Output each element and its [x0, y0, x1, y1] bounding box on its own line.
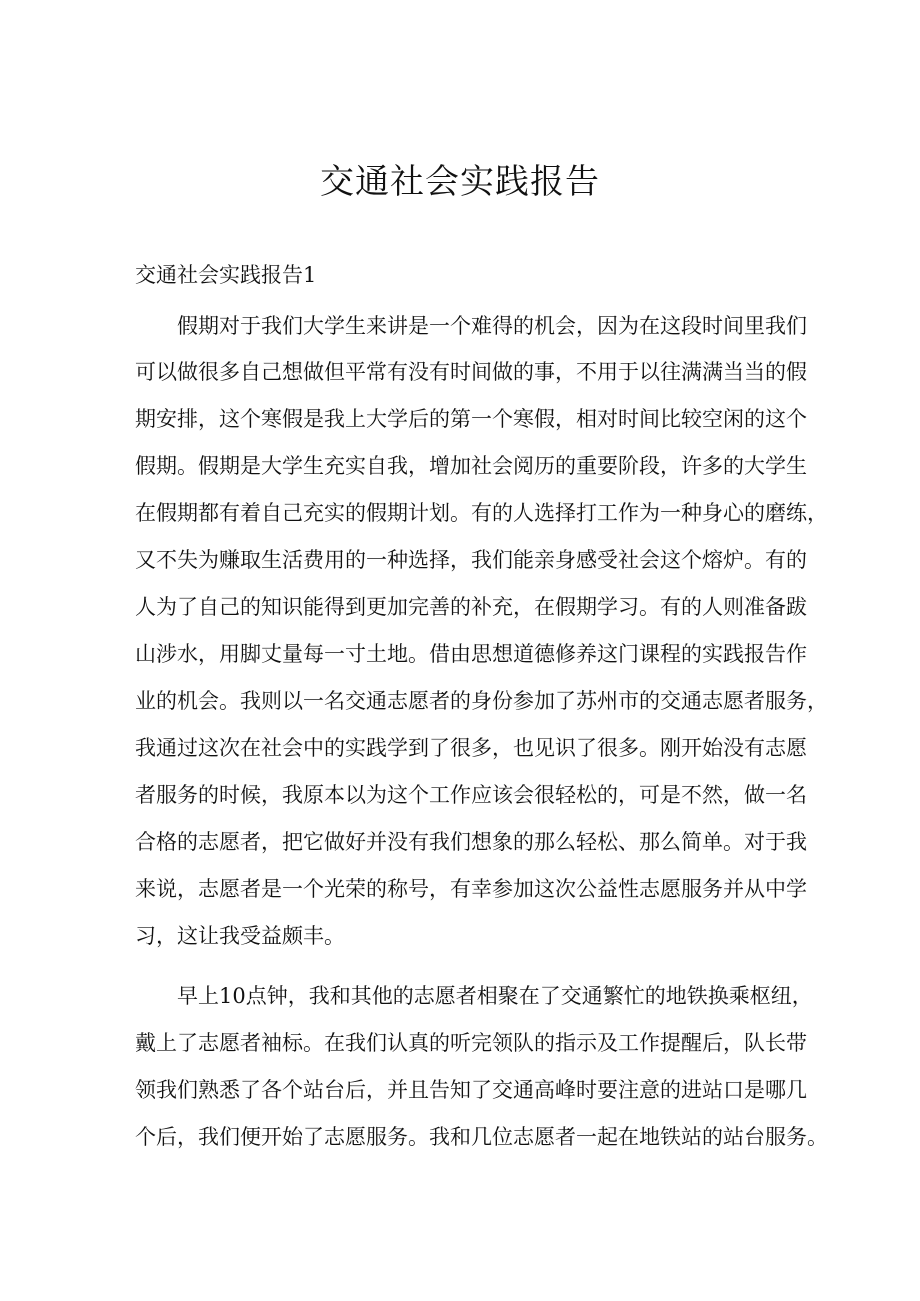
paragraph-2-line-3: 领我们熟悉了各个站台后，并且告知了交通高峰时要注意的进站口是哪几	[135, 1078, 807, 1102]
paragraph-1-line-5: 在假期都有着自己充实的假期计划。有的人选择打工作为一种身心的磨练，	[135, 501, 828, 525]
document-title: 交通社会实践报告	[320, 162, 600, 202]
paragraph-1-line-8: 山涉水，用脚丈量每一寸土地。借由思想道德修养这门课程的实践报告作	[135, 642, 807, 666]
section-heading: 交通社会实践报告1	[135, 263, 317, 287]
paragraph-1-line-14: 习，这让我受益颇丰。	[135, 924, 345, 948]
paragraph-1-line-3: 期安排，这个寒假是我上大学后的第一个寒假，相对时间比较空闲的这个	[135, 407, 807, 431]
paragraph-1-line-1: 假期对于我们大学生来讲是一个难得的机会，因为在这段时间里我们	[177, 314, 807, 338]
paragraph-1-line-12: 合格的志愿者，把它做好并没有我们想象的那么轻松、那么简单。对于我	[135, 830, 807, 854]
paragraph-1-line-10: 我通过这次在社会中的实践学到了很多，也见识了很多。刚开始没有志愿	[135, 736, 807, 760]
paragraph-1-line-2: 可以做很多自己想做但平常有没有时间做的事，不用于以往满满当当的假	[135, 360, 807, 384]
paragraph-1-line-4: 假期。假期是大学生充实自我，增加社会阅历的重要阶段，许多的大学生	[135, 454, 807, 478]
paragraph-1-line-11: 者服务的时候，我原本以为这个工作应该会很轻松的，可是不然，做一名	[135, 783, 807, 807]
paragraph-1-line-13: 来说，志愿者是一个光荣的称号，有幸参加这次公益性志愿服务并从中学	[135, 877, 807, 901]
paragraph-2-line-4: 个后，我们便开始了志愿服务。我和几位志愿者一起在地铁站的站台服务。	[135, 1125, 828, 1149]
paragraph-1-line-6: 又不失为赚取生活费用的一种选择，我们能亲身感受社会这个熔炉。有的	[135, 548, 807, 572]
paragraph-1-line-7: 人为了自己的知识能得到更加完善的补充，在假期学习。有的人则准备跋	[135, 595, 807, 619]
paragraph-2-line-1: 早上10点钟，我和其他的志愿者相聚在了交通繁忙的地铁换乘枢纽，	[177, 984, 813, 1008]
paragraph-2-line-2: 戴上了志愿者袖标。在我们认真的听完领队的指示及工作提醒后，队长带	[135, 1031, 807, 1055]
paragraph-1-line-9: 业的机会。我则以一名交通志愿者的身份参加了苏州市的交通志愿者服务，	[135, 689, 828, 713]
